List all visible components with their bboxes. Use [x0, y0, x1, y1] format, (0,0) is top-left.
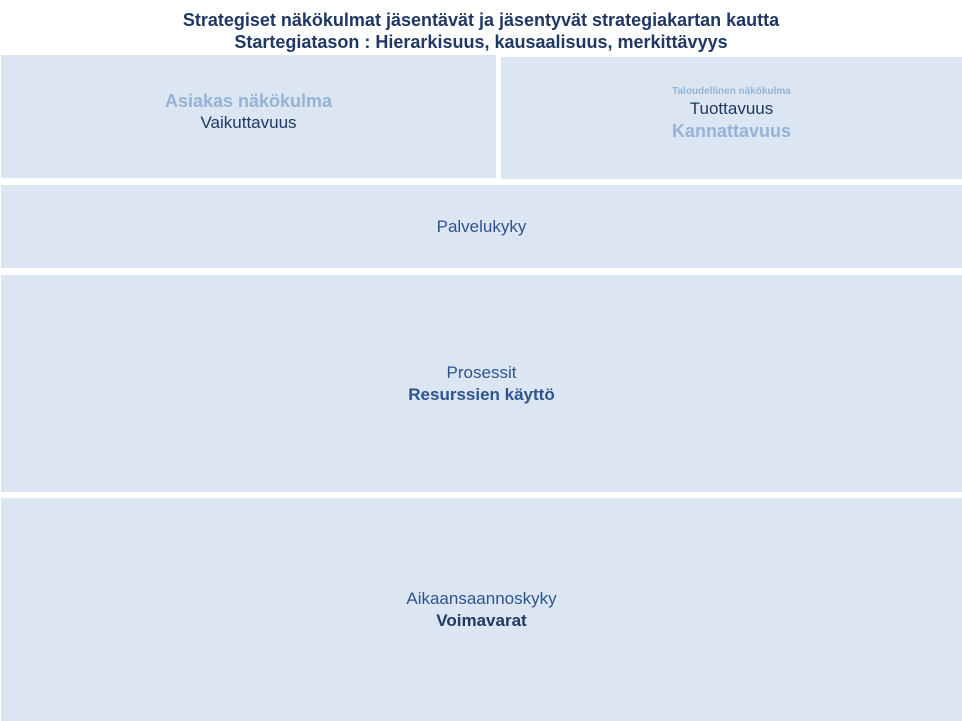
financial-perspective-box [501, 57, 962, 179]
processes-label: Prosessit [446, 362, 517, 382]
processes-box [1, 275, 962, 492]
financial-productivity: Tuottavuus [689, 98, 774, 118]
diagram-title [0, 0, 962, 54]
customer-perspective-box [1, 55, 496, 178]
customer-perspective-sub: Vaikuttavuus [200, 112, 297, 132]
achievement-capability-box [1, 498, 962, 721]
resource-use-label: Resurssien käyttö [408, 384, 555, 404]
title-line-2: Startegiatason : Hierarkisuus, kausaalisuus, merkittävyys [234, 32, 728, 52]
financial-profitability: Kannattavuus [671, 120, 792, 141]
service-capability-label: Palvelukyky [436, 216, 527, 236]
service-capability-box [1, 185, 962, 268]
resources-label: Voimavarat [436, 610, 527, 630]
customer-perspective-heading: Asiakas näkökulma [164, 90, 333, 111]
title-line-1: Strategiset näkökulmat jäsentävät ja jäsentyvät strategiakartan kautta [182, 10, 780, 30]
achievement-capability-label: Aikaansaannoskyky [406, 588, 557, 608]
financial-perspective-label: Taloudellinen näkökulma [672, 85, 791, 97]
